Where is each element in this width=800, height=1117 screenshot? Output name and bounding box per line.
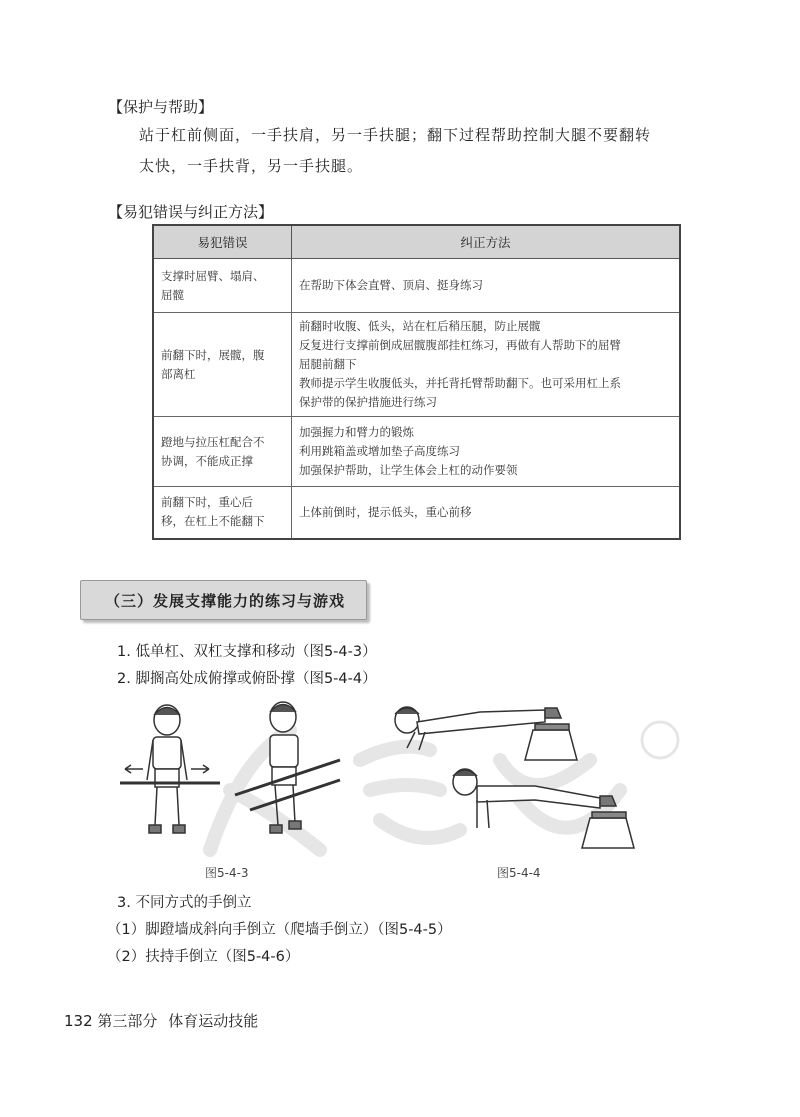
fix-cell: 前翻时收腹、低头，站在杠后稍压腿，防止展髋 反复进行支撑前倒成屈髋腹部挂杠练习，再做有人帮助下的屈臂 屈腿前翻下 教师提示学生收腹低头，并托背托臂帮助翻下。也可采用杠上系 保护带的保护措施进行练习 (292, 313, 681, 417)
section-banner: （三）发展支撑能力的练习与游戏 (80, 580, 367, 620)
error-cell: 蹬地与拉压杠配合不 协调，不能成正撑 (153, 417, 292, 487)
errors-table (152, 224, 681, 540)
table-header-row (153, 225, 680, 259)
column-header-fix: 纠正方法 (292, 225, 681, 259)
footer-part: 第三部分 (97, 1012, 158, 1030)
error-cell: 支撑时屈臂、塌肩、 屈髋 (153, 259, 292, 313)
figure-5-4-3-illustration (115, 695, 345, 855)
protection-line-1: 站于杠前侧面，一手扶肩，另一手扶腿；翻下过程帮助控制大腿不要翻转 (139, 126, 652, 144)
figure-caption-5-4-4: 图5-4-4 (497, 866, 541, 880)
figure-caption-5-4-3: 图5-4-3 (205, 866, 249, 880)
table-row (153, 417, 680, 487)
figure-5-4-4-illustration (385, 700, 675, 855)
page-footer (64, 1010, 258, 1031)
exercise-subitem-2: （2）扶持手倒立（图5-4-6） (107, 949, 300, 965)
error-cell: 前翻下时，展髋，腹 部离杠 (153, 313, 292, 417)
exercise-item-2: 2. 脚搁高处成俯撑或俯卧撑（图5-4-4） (117, 671, 377, 687)
table-row (153, 487, 680, 539)
exercise-subitem-1: （1）脚蹬墙成斜向手倒立（爬墙手倒立）（图5-4-5） (107, 922, 452, 938)
column-header-error: 易犯错误 (153, 225, 292, 259)
exercise-item-1: 1. 低单杠、双杠支撑和移动（图5-4-3） (117, 644, 377, 660)
exercise-item-3: 3. 不同方式的手倒立 (117, 895, 252, 911)
errors-heading: 【易犯错误与纠正方法】 (108, 203, 274, 221)
table-row (153, 259, 680, 313)
protection-line-2: 太快，一手扶背，另一手扶腿。 (139, 157, 364, 175)
fix-cell: 上体前倒时，提示低头，重心前移 (292, 487, 681, 539)
protection-heading: 【保护与帮助】 (108, 98, 214, 116)
fix-cell: 在帮助下体会直臂、顶肩、挺身练习 (292, 259, 681, 313)
error-cell: 前翻下时，重心后 移，在杠上不能翻下 (153, 487, 292, 539)
page-number: 132 (64, 1012, 93, 1030)
footer-title: 体育运动技能 (168, 1012, 259, 1030)
fix-cell: 加强握力和臂力的锻炼 利用跳箱盖或增加垫子高度练习 加强保护帮助，让学生体会上杠的动作要领 (292, 417, 681, 487)
table-row (153, 313, 680, 417)
